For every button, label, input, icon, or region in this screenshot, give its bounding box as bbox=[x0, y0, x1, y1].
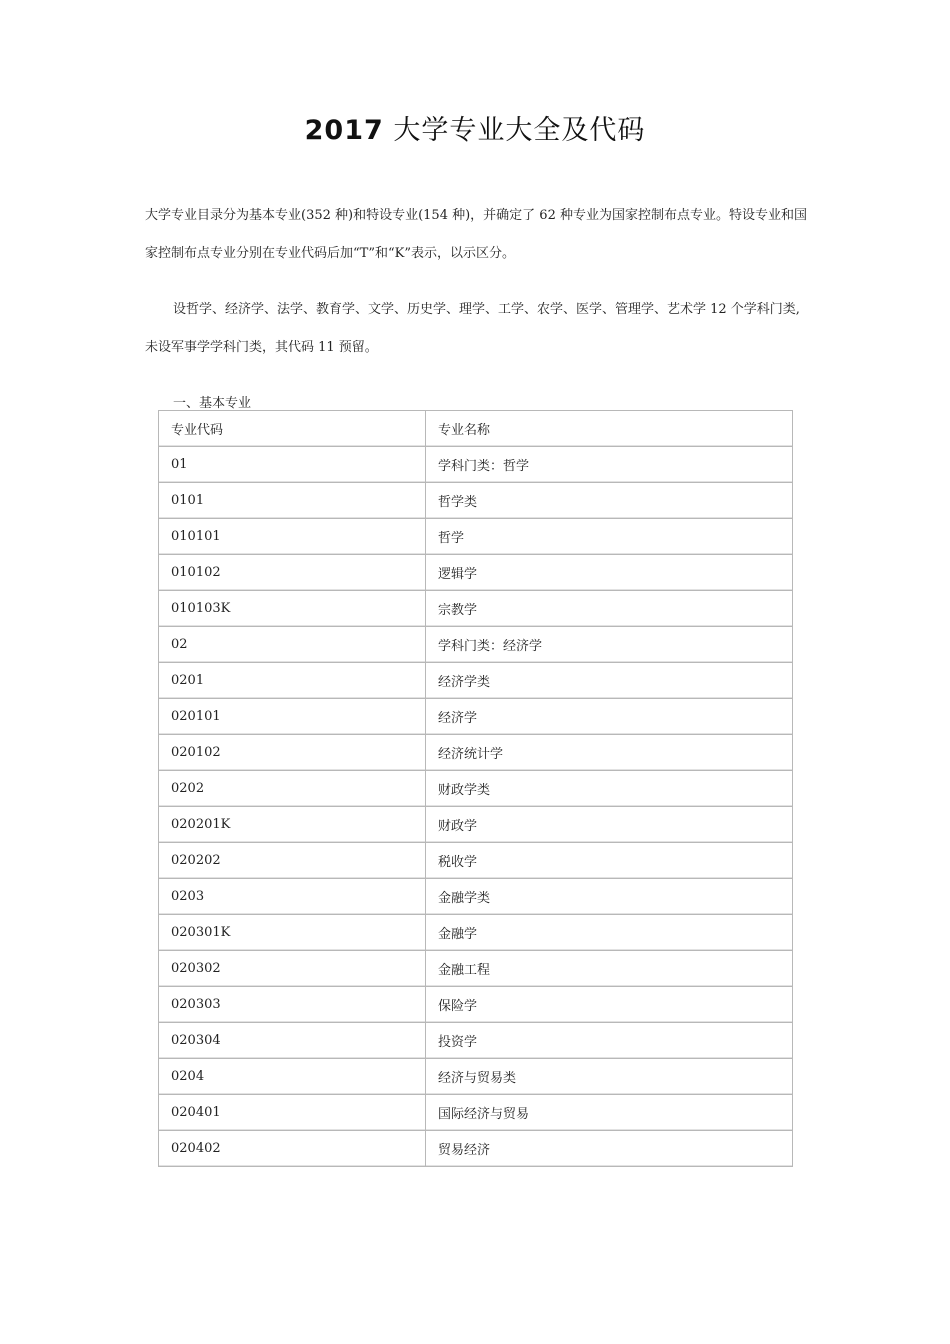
cell-major-name: 投资学 bbox=[426, 1023, 793, 1059]
major-code-table bbox=[158, 410, 793, 1167]
table-row bbox=[159, 555, 793, 591]
cell-major-code: 010103K bbox=[159, 591, 426, 627]
table-row bbox=[159, 879, 793, 915]
table-row bbox=[159, 807, 793, 843]
table-row bbox=[159, 519, 793, 555]
table-row bbox=[159, 915, 793, 951]
cell-major-name: 财政学类 bbox=[426, 771, 793, 807]
cell-major-code: 0203 bbox=[159, 879, 426, 915]
table-row bbox=[159, 987, 793, 1023]
cell-major-name: 经济与贸易类 bbox=[426, 1059, 793, 1095]
cell-major-name: 保险学 bbox=[426, 987, 793, 1023]
table-row bbox=[159, 591, 793, 627]
cell-major-name: 金融学 bbox=[426, 915, 793, 951]
cell-major-code: 0204 bbox=[159, 1059, 426, 1095]
page-title-text: 大学专业大全及代码 bbox=[383, 115, 646, 146]
intro-paragraph-1: 大学专业目录分为基本专业(352 种)和特设专业(154 种)，并确定了 62 种专业为国家控制布点专业。特设专业和国家控制布点专业分别在专业代码后加“T”和“K”表示，以示区分。 bbox=[145, 208, 807, 261]
cell-major-code: 020304 bbox=[159, 1023, 426, 1059]
column-header-code: 专业代码 bbox=[159, 411, 426, 447]
cell-major-code: 0202 bbox=[159, 771, 426, 807]
cell-major-code: 020401 bbox=[159, 1095, 426, 1131]
table-row bbox=[159, 1095, 793, 1131]
cell-major-name: 哲学类 bbox=[426, 483, 793, 519]
page-title bbox=[0, 108, 950, 147]
table-row bbox=[159, 951, 793, 987]
cell-major-code: 010102 bbox=[159, 555, 426, 591]
cell-major-name: 逻辑学 bbox=[426, 555, 793, 591]
cell-major-name: 财政学 bbox=[426, 807, 793, 843]
table-row bbox=[159, 735, 793, 771]
cell-major-code: 020102 bbox=[159, 735, 426, 771]
table-row bbox=[159, 483, 793, 519]
intro-paragraph-2: 设哲学、经济学、法学、教育学、文学、历史学、理学、工学、农学、医学、管理学、艺术学 12 个学科门类,未设军事学学科门类，其代码 11 预留。 bbox=[145, 302, 800, 355]
cell-major-name: 经济学类 bbox=[426, 663, 793, 699]
cell-major-code: 020101 bbox=[159, 699, 426, 735]
table-row bbox=[159, 627, 793, 663]
cell-major-code: 02 bbox=[159, 627, 426, 663]
cell-major-name: 学科门类：哲学 bbox=[426, 447, 793, 483]
cell-major-name: 金融工程 bbox=[426, 951, 793, 987]
table-row bbox=[159, 843, 793, 879]
cell-major-name: 学科门类：经济学 bbox=[426, 627, 793, 663]
cell-major-code: 020302 bbox=[159, 951, 426, 987]
cell-major-name: 金融学类 bbox=[426, 879, 793, 915]
cell-major-code: 010101 bbox=[159, 519, 426, 555]
cell-major-name: 税收学 bbox=[426, 843, 793, 879]
cell-major-name: 经济学 bbox=[426, 699, 793, 735]
table-body bbox=[159, 447, 793, 1167]
cell-major-name: 经济统计学 bbox=[426, 735, 793, 771]
cell-major-name: 国际经济与贸易 bbox=[426, 1095, 793, 1131]
table-row bbox=[159, 771, 793, 807]
table-row bbox=[159, 1131, 793, 1167]
table-row bbox=[159, 447, 793, 483]
cell-major-code: 0101 bbox=[159, 483, 426, 519]
cell-major-code: 020303 bbox=[159, 987, 426, 1023]
table-row bbox=[159, 663, 793, 699]
cell-major-code: 020202 bbox=[159, 843, 426, 879]
table-row bbox=[159, 1023, 793, 1059]
cell-major-code: 0201 bbox=[159, 663, 426, 699]
section-heading: 一、基本专业 bbox=[173, 396, 252, 411]
table-row bbox=[159, 699, 793, 735]
cell-major-code: 01 bbox=[159, 447, 426, 483]
cell-major-code: 020402 bbox=[159, 1131, 426, 1167]
page-title-year: 2017 bbox=[304, 115, 384, 146]
cell-major-name: 贸易经济 bbox=[426, 1131, 793, 1167]
cell-major-name: 哲学 bbox=[426, 519, 793, 555]
table-header-row bbox=[159, 411, 793, 447]
table-row bbox=[159, 1059, 793, 1095]
column-header-name: 专业名称 bbox=[426, 411, 793, 447]
cell-major-code: 020201K bbox=[159, 807, 426, 843]
cell-major-name: 宗教学 bbox=[426, 591, 793, 627]
cell-major-code: 020301K bbox=[159, 915, 426, 951]
